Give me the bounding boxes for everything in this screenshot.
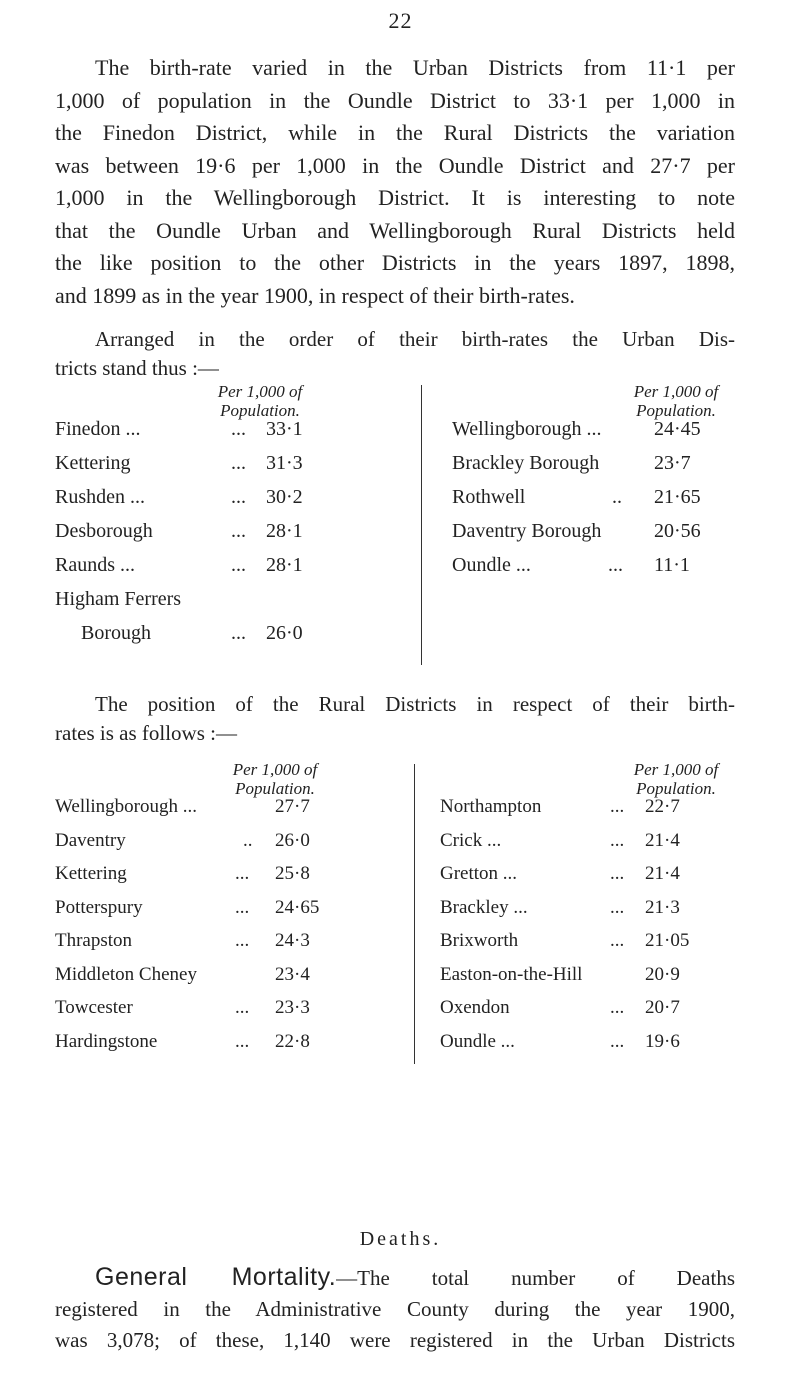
- text-line: [55, 1262, 735, 1294]
- header-line: Population.: [235, 779, 315, 798]
- rate-value: 28·1: [266, 554, 303, 576]
- rate-value: 26·0: [275, 829, 310, 851]
- district-name: Rushden ...: [55, 486, 145, 508]
- text-line: the like position to the other Districts in the years 1897, 1898,: [55, 250, 735, 275]
- rate-value: 19·6: [645, 1030, 680, 1052]
- rate-value: 21·3: [645, 896, 680, 918]
- leader-dots: ...: [231, 622, 246, 644]
- rate-value: 22·8: [275, 1030, 310, 1052]
- header-line: Per 1,000 of: [633, 760, 719, 779]
- district-name: Gretton ...: [440, 863, 518, 884]
- district-name: Potterspury: [55, 896, 143, 918]
- district-name: Easton-on-the-Hill: [440, 963, 583, 985]
- header-line: Per 1,000 of: [217, 382, 303, 401]
- page-number: 22: [388, 8, 413, 33]
- header-line: Per 1,000 of: [232, 760, 318, 779]
- district-name: Brackley ...: [440, 896, 528, 918]
- district-name: Hardingstone: [55, 1030, 158, 1052]
- leader-dots: ...: [231, 554, 246, 576]
- text-line: 1,000 of population in the Oundle District to 33·1 per 1,000 in: [55, 87, 735, 113]
- rate-value: 24·45: [654, 418, 701, 440]
- text-line: and 1899 as in the year 1900, in respect of their birth-rates.: [55, 282, 575, 308]
- deaths-paragraph: [55, 1262, 735, 1356]
- rate-value: 11·1: [654, 554, 690, 576]
- district-name: Daventry Borough: [452, 520, 602, 542]
- header-line: Population.: [220, 401, 300, 420]
- rate-value: 21·65: [654, 486, 701, 508]
- district-name: Northampton: [440, 796, 542, 817]
- column-divider: [414, 764, 415, 1064]
- rate-value: 20·56: [654, 520, 701, 542]
- text-line: 1,000 in the Wellingborough District. It is interesting to note: [55, 185, 735, 210]
- leader-dots: ...: [235, 997, 250, 1018]
- rate-value: 21·4: [645, 863, 680, 884]
- district-name: Brixworth: [440, 930, 519, 951]
- rate-value: 23·4: [275, 963, 310, 985]
- rate-value: 28·1: [266, 520, 303, 542]
- text-line: registered in the Administrative County during the year 1900,: [55, 1297, 735, 1321]
- leader-dots: ...: [231, 418, 246, 440]
- leader-dots: ...: [610, 829, 625, 851]
- rate-value: 33·1: [266, 418, 303, 440]
- district-name: Higham Ferrers: [55, 588, 182, 610]
- district-name: Kettering: [55, 452, 131, 474]
- text-line: that the Oundle Urban and Wellingborough Rural Districts held: [55, 217, 735, 243]
- rate-value: 23·7: [654, 452, 691, 474]
- rate-value: 26·0: [266, 622, 303, 644]
- text-line: the Finedon District, while in the Rural Districts the variation: [55, 120, 735, 145]
- leader-dots: ...: [231, 452, 246, 474]
- district-name: Wellingborough ...: [55, 796, 198, 817]
- district-name: Kettering: [55, 863, 127, 884]
- text-line: rates is as follows :—: [55, 721, 237, 745]
- intro-paragraph: [55, 52, 735, 312]
- district-name: Oundle ...: [452, 554, 531, 576]
- district-name: Oxendon: [440, 997, 510, 1018]
- header-line: Per 1,000 of: [633, 382, 719, 401]
- leader-dots: ..: [243, 829, 253, 851]
- text-line: Arranged in the order of their birth-rates the Urban Dis-: [95, 327, 735, 351]
- leader-dots: ...: [610, 863, 625, 884]
- rate-value: 24·3: [275, 930, 310, 951]
- leader-dots: ...: [235, 930, 250, 951]
- district-name: Brackley Borough: [452, 452, 600, 474]
- district-name: Middleton Cheney: [55, 963, 197, 985]
- rate-value: 20·7: [645, 997, 680, 1018]
- rate-value: 24·65: [275, 896, 320, 918]
- leader-dots: ...: [235, 1030, 250, 1052]
- text-line: was 3,078; of these, 1,140 were registered in the Urban Districts: [55, 1328, 735, 1352]
- rate-value: 20·9: [645, 963, 680, 985]
- urban-intro-paragraph: [55, 325, 735, 383]
- leader-dots: ...: [610, 796, 625, 817]
- leader-dots: ...: [610, 896, 625, 918]
- district-name: Towcester: [55, 997, 133, 1018]
- header-line: Population.: [636, 779, 716, 798]
- district-name: Desborough: [55, 520, 153, 542]
- leader-dots: ...: [610, 1030, 625, 1052]
- leader-dots: ...: [231, 520, 246, 542]
- district-name: Wellingborough ...: [452, 418, 602, 440]
- column-header: [616, 760, 736, 798]
- rural-intro-paragraph: [55, 690, 735, 748]
- column-divider: [421, 385, 422, 665]
- district-name: Rothwell: [452, 486, 526, 508]
- district-name: Finedon ...: [55, 418, 141, 440]
- text-line: was between 19·6 per 1,000 in the Oundle District and 27·7 per: [55, 152, 735, 178]
- text-line: tricts stand thus :—: [55, 356, 219, 380]
- column-header: [616, 382, 736, 420]
- leader-dots: ...: [610, 930, 625, 951]
- district-name: Crick ...: [440, 829, 502, 851]
- text-line: The birth-rate varied in the Urban Districts from 11·1 per: [95, 55, 735, 80]
- column-header: [215, 760, 335, 798]
- district-name: Daventry: [55, 829, 126, 851]
- rate-value: 25·8: [275, 863, 310, 884]
- text-line: The position of the Rural Districts in respect of their birth-: [95, 692, 735, 716]
- rate-value: 31·3: [266, 452, 303, 474]
- header-line: Population.: [636, 401, 716, 420]
- leader-dots: ...: [610, 997, 625, 1018]
- general-mortality-title: General Mortality.: [95, 1263, 337, 1291]
- rate-value: 23·3: [275, 997, 310, 1018]
- leader-dots: ..: [612, 486, 622, 508]
- rate-value: 21·4: [645, 829, 680, 851]
- rate-value: 22·7: [645, 796, 680, 817]
- district-name: Oundle ...: [440, 1030, 515, 1052]
- text-run: —The total number of Deaths: [336, 1266, 736, 1290]
- column-header: [200, 382, 320, 420]
- district-name: Raunds ...: [55, 554, 135, 576]
- rate-value: 30·2: [266, 486, 303, 508]
- section-heading-deaths: Deaths.: [359, 1228, 442, 1250]
- leader-dots: ...: [231, 486, 246, 508]
- leader-dots: ...: [235, 896, 250, 918]
- leader-dots: ...: [235, 863, 250, 884]
- district-name: Borough: [81, 622, 151, 644]
- leader-dots: ...: [608, 554, 623, 576]
- district-name: Thrapston: [55, 930, 133, 951]
- rate-value: 27·7: [275, 796, 310, 817]
- rate-value: 21·05: [645, 930, 690, 951]
